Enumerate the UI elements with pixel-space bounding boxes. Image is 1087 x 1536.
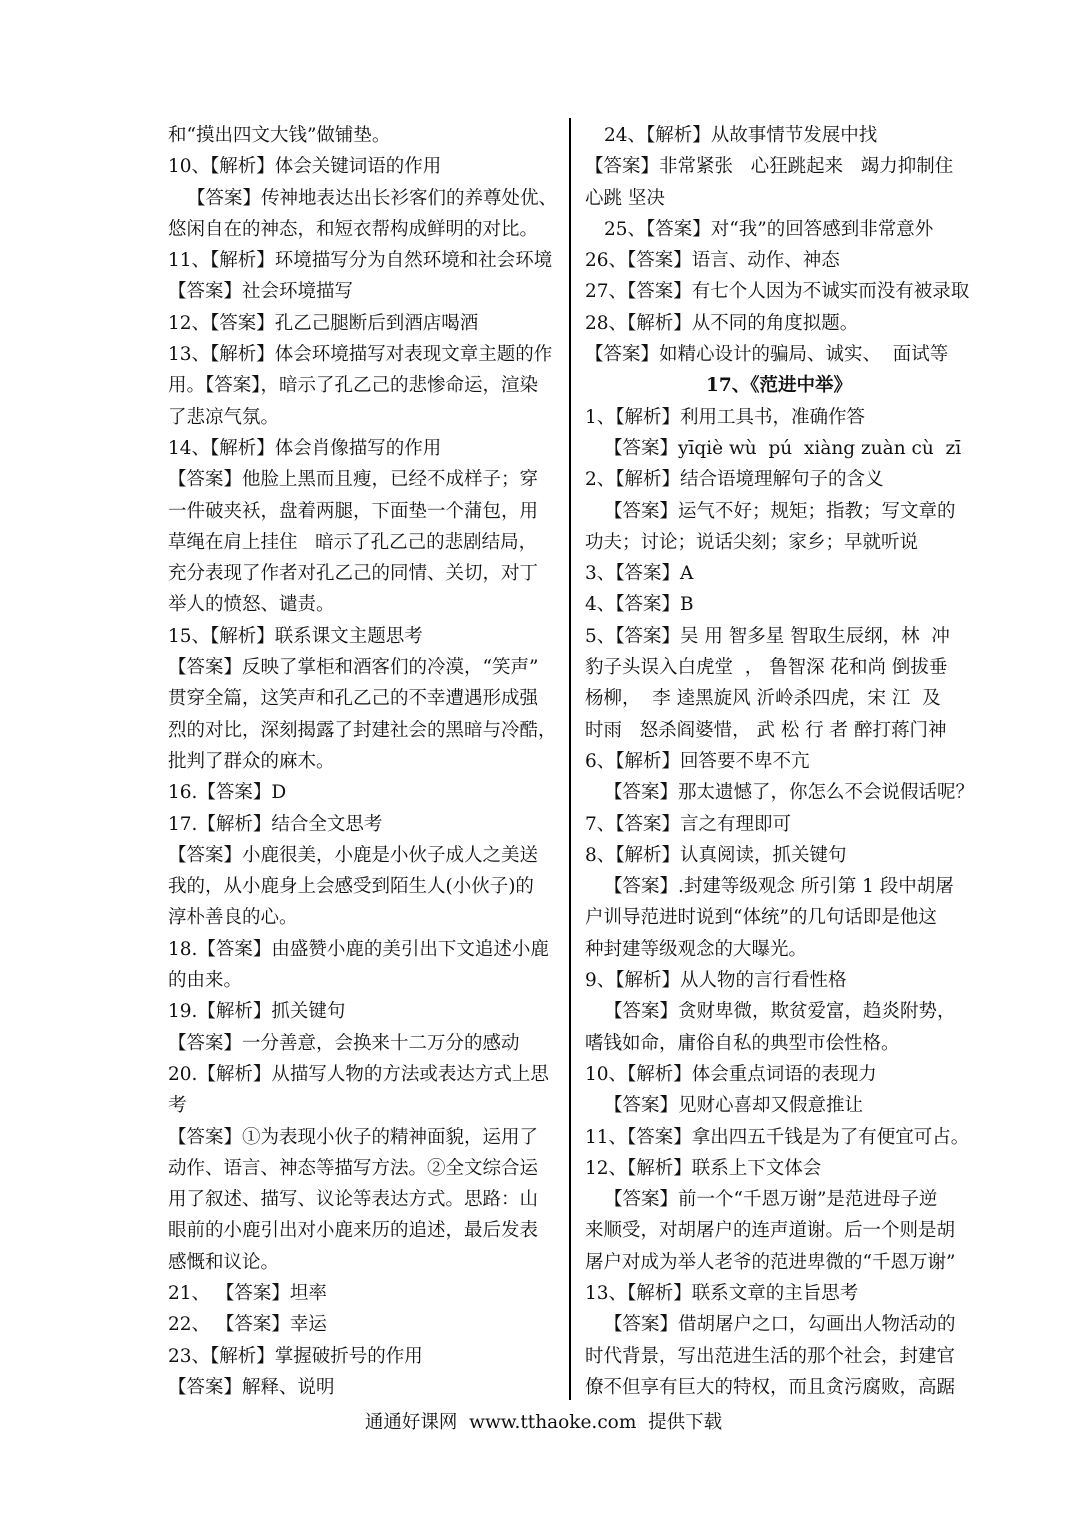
text-line: 【答案】贪财卑微，欺贫爱富，趋炎附势， <box>604 1001 956 1023</box>
text-line: 【答案】.封建等级观念 所引第 1 段中胡屠 <box>604 876 954 898</box>
text-line: 10、【解析】体会重点词语的表现力 <box>585 1063 877 1085</box>
text-line: 感慨和议论。 <box>168 1251 280 1273</box>
text-line: 考 <box>168 1095 187 1117</box>
text-line: 【答案】前一个“千恩万谢”是范进母子逆 <box>604 1189 938 1211</box>
text-line: 26、【答案】语言、动作、神态 <box>585 250 840 272</box>
text-line: 9、【解析】从人物的言行看性格 <box>585 970 847 992</box>
text-line: 7、【答案】言之有理即可 <box>585 813 792 835</box>
text-line: 【答案】他脸上黑而且瘦，已经不成样子；穿 <box>168 469 539 491</box>
text-line: 【答案】解释、说明 <box>168 1376 335 1398</box>
text-line: 22、 【答案】幸运 <box>168 1314 327 1336</box>
text-line: 一件破夹袄，盘着两腿，下面垫一个蒲包，用 <box>168 500 539 522</box>
section-heading: 17、《范进中举》 <box>706 375 852 397</box>
text-line: 了悲凉气氛。 <box>168 406 280 428</box>
text-line: 种封建等级观念的大曝光。 <box>585 938 808 960</box>
text-line: 杨柳， 李 逵黑旋风 沂岭杀四虎，宋 江 及 <box>585 688 941 710</box>
text-line: 动作、语言、神态等描写方法。②全文综合运 <box>168 1157 539 1179</box>
text-line: 和“摸出四文大钱”做铺垫。 <box>168 125 391 146</box>
text-line: 【答案】非常紧张 心狂跳起来 竭力抑制住 <box>585 156 954 178</box>
text-line: 1、【解析】利用工具书，准确作答 <box>585 406 866 428</box>
text-line: 【答案】yīqiè wù pú xiàng zuàn cù zī <box>604 437 962 459</box>
text-line: 2、【解析】结合语境理解句子的含义 <box>585 469 884 491</box>
text-line: 屠户对成为举人老爷的范进卑微的“千恩万谢” <box>585 1251 956 1273</box>
text-line: 21、 【答案】坦率 <box>168 1282 327 1304</box>
text-line: 充分表现了作者对孔乙己的同情、关切，对丁 <box>168 563 539 585</box>
text-line: 4、【答案】B <box>585 594 694 616</box>
text-line: 13、【解析】联系文章的主旨思考 <box>585 1282 859 1304</box>
text-line: 眼前的小鹿引出对小鹿来历的追述，最后发表 <box>168 1220 539 1242</box>
text-line: 13、【解析】体会环境描写对表现文章主题的作 <box>168 344 553 366</box>
text-line: 20.【解析】从描写人物的方法或表达方式上思 <box>168 1063 549 1085</box>
text-line: 用。【答案】，暗示了孔乙己的悲惨命运，渲染 <box>168 375 539 397</box>
text-line: 【答案】传神地表达出长衫客们的养尊处优、 <box>187 187 558 209</box>
text-line: 举人的愤怒、谴责。 <box>168 594 335 616</box>
text-line: 27、【答案】有七个人因为不诚实而没有被录取 <box>585 281 970 303</box>
text-line: 23、【解析】掌握破折号的作用 <box>168 1345 423 1367</box>
text-line: 【答案】借胡屠户之口，勾画出人物活动的 <box>604 1314 956 1336</box>
text-line: 12、【答案】孔乙己腿断后到酒店喝酒 <box>168 312 479 334</box>
text-line: 【答案】①为表现小伙子的精神面貌，运用了 <box>168 1126 539 1148</box>
text-line: 19.【解析】抓关键句 <box>168 1001 346 1023</box>
text-line: 批判了群众的麻木。 <box>168 750 335 772</box>
text-line: 烈的对比，深刻揭露了封建社会的黑暗与冷酷， <box>168 719 557 741</box>
text-line: 嗜钱如命，庸俗自私的典型市侩性格。 <box>585 1032 900 1054</box>
text-line: 心跳 坚决 <box>585 187 665 209</box>
text-line: 【答案】运气不好；规矩；指教；写文章的 <box>604 500 956 522</box>
text-line: 【答案】小鹿很美，小鹿是小伙子成人之美送 <box>168 844 539 866</box>
column-divider <box>569 118 571 1400</box>
text-line: 【答案】社会环境描写 <box>168 281 354 303</box>
text-line: 时雨 怒杀阎婆惜， 武 松 行 者 醉打蒋门神 <box>585 719 947 741</box>
text-line: 28、【解析】从不同的角度拟题。 <box>585 312 859 334</box>
text-line: 5、【答案】吴 用 智多星 智取生辰纲，林 冲 <box>585 625 950 647</box>
text-line: 僚不但享有巨大的特权，而且贪污腐败，高踞 <box>585 1376 956 1398</box>
text-line: 用了叙述、描写、议论等表达方式。思路：山 <box>168 1189 539 1211</box>
text-line: 18.【答案】由盛赞小鹿的美引出下文追述小鹿 <box>168 938 549 960</box>
text-line: 来顺受，对胡屠户的连声道谢。后一个则是胡 <box>585 1220 956 1242</box>
text-line: 我的，从小鹿身上会感受到陌生人(小伙子)的 <box>168 876 534 898</box>
text-line: 25、【答案】对“我”的回答感到非常意外 <box>604 218 934 240</box>
text-line: 时代背景，写出范进生活的那个社会，封建官 <box>585 1345 956 1367</box>
text-line: 【答案】一分善意，会换来十二万分的感动 <box>168 1032 520 1054</box>
text-line: 16.【答案】D <box>168 782 287 804</box>
text-line: 【答案】反映了掌柜和酒客们的冷漠，“笑声” <box>168 657 539 679</box>
text-line: 豹子头误入白虎堂 ， 鲁智深 花和尚 倒拔垂 <box>585 657 948 679</box>
text-line: 11、【解析】环境描写分为自然环境和社会环境 <box>168 250 553 272</box>
text-line: 淳朴善良的心。 <box>168 907 298 929</box>
text-line: 10、【解析】体会关键词语的作用 <box>168 156 442 178</box>
text-line: 3、【答案】A <box>585 563 694 585</box>
text-line: 悠闲自在的神态，和短衣帮构成鲜明的对比。 <box>168 218 539 240</box>
text-line: 【答案】见财心喜却又假意推让 <box>604 1095 864 1117</box>
left-column <box>168 120 558 1403</box>
text-line: 24、【解析】从故事情节发展中找 <box>604 125 878 146</box>
text-line: 户训导范进时说到“体统”的几句话即是他这 <box>585 907 937 929</box>
text-line: 14、【解析】体会肖像描写的作用 <box>168 437 442 459</box>
text-line: 15、【解析】联系课文主题思考 <box>168 625 423 647</box>
text-line: 【答案】如精心设计的骗局、诚实、 面试等 <box>585 344 949 366</box>
text-line: 功夫；讨论；说话尖刻；家乡；早就听说 <box>585 531 919 553</box>
text-line: 贯穿全篇，这笑声和孔乙己的不幸遭遇形成强 <box>168 688 539 710</box>
text-line: 8、【解析】认真阅读，抓关键句 <box>585 844 847 866</box>
right-column <box>585 120 973 1403</box>
text-line: 草绳在肩上挂住 暗示了孔乙己的悲剧结局， <box>168 531 538 553</box>
text-line: 11、【答案】拿出四五千钱是为了有便宜可占。 <box>585 1126 970 1148</box>
text-line: 17.【解析】结合全文思考 <box>168 813 383 835</box>
text-line: 的由来。 <box>168 970 243 992</box>
text-line: 【答案】那太遗憾了，你怎么不会说假话呢？ <box>604 782 975 804</box>
text-line: 6、【解析】回答要不卑不亢 <box>585 750 810 772</box>
page-footer: 通通好课网 www.tthaoke.com 提供下载 <box>364 1412 723 1433</box>
text-line: 12、【解析】联系上下文体会 <box>585 1157 822 1179</box>
